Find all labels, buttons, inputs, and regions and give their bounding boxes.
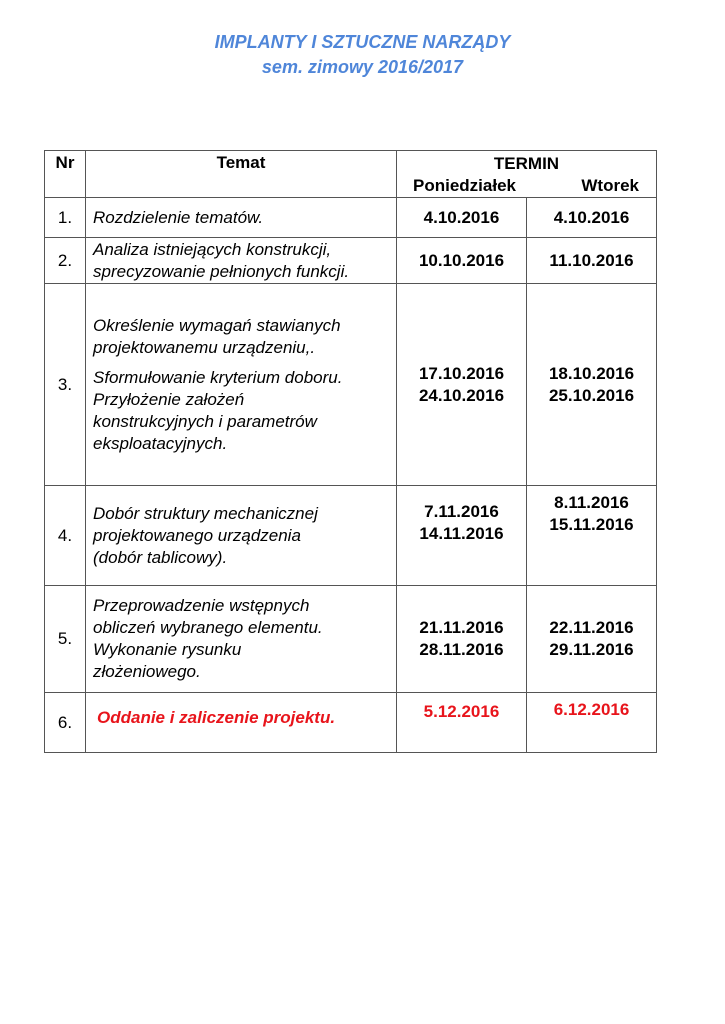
document-header: [0, 30, 725, 80]
monday-date: 10.10.2016: [397, 238, 527, 284]
table-row: [45, 284, 657, 486]
table-row: [45, 486, 657, 586]
row-number: 6.: [45, 693, 86, 753]
row-number: 5.: [45, 586, 86, 693]
header-termin: [397, 151, 657, 198]
monday-date: 17.10.2016 24.10.2016: [397, 284, 527, 486]
table-header-row: [45, 151, 657, 198]
monday-date: 5.12.2016: [397, 693, 527, 753]
row-topic: Przeprowadzenie wstępnych obliczeń wybranego elementu. Wykonanie rysunku złożeniowego.: [86, 586, 397, 693]
row-topic: Oddanie i zaliczenie projektu.: [86, 693, 397, 753]
header-tuesday: Wtorek: [581, 176, 640, 195]
header-termin-label: TERMIN: [493, 154, 560, 173]
monday-date: 4.10.2016: [397, 198, 527, 238]
monday-date: 21.11.2016 28.11.2016: [397, 586, 527, 693]
row-topic: Rozdzielenie tematów.: [86, 198, 397, 238]
header-nr: Nr: [45, 151, 86, 198]
table-row: [45, 693, 657, 753]
tuesday-date: 11.10.2016: [527, 238, 657, 284]
table-row: [45, 198, 657, 238]
tuesday-date: 18.10.2016 25.10.2016: [527, 284, 657, 486]
row-number: 3.: [45, 284, 86, 486]
row-topic: Określenie wymagań stawianych projektowanemu urządzeniu,. Sformułowanie kryterium doboru. Przyłożenie założeń konstrukcyjnych i parametrów eksploatacyjnych.: [86, 284, 397, 486]
tuesday-date: 6.12.2016: [527, 693, 657, 753]
row-number: 4.: [45, 486, 86, 586]
monday-date: 7.11.2016 14.11.2016: [397, 486, 527, 586]
row-topic: Dobór struktury mechanicznej projektowanego urządzenia (dobór tablicowy).: [86, 486, 397, 586]
schedule-table: [44, 150, 657, 753]
document-subtitle: sem. zimowy 2016/2017: [261, 57, 464, 77]
row-number: 2.: [45, 238, 86, 284]
table-row: [45, 586, 657, 693]
table-row: [45, 238, 657, 284]
row-topic: Analiza istniejących konstrukcji, sprecyzowanie pełnionych funkcji.: [86, 238, 397, 284]
tuesday-date: 4.10.2016: [527, 198, 657, 238]
tuesday-date: 8.11.2016 15.11.2016: [527, 486, 657, 586]
document-title: IMPLANTY I SZTUCZNE NARZĄDY: [214, 32, 511, 52]
header-temat: Temat: [86, 151, 397, 198]
tuesday-date: 22.11.2016 29.11.2016: [527, 586, 657, 693]
header-monday: Poniedziałek: [413, 176, 516, 195]
row-number: 1.: [45, 198, 86, 238]
